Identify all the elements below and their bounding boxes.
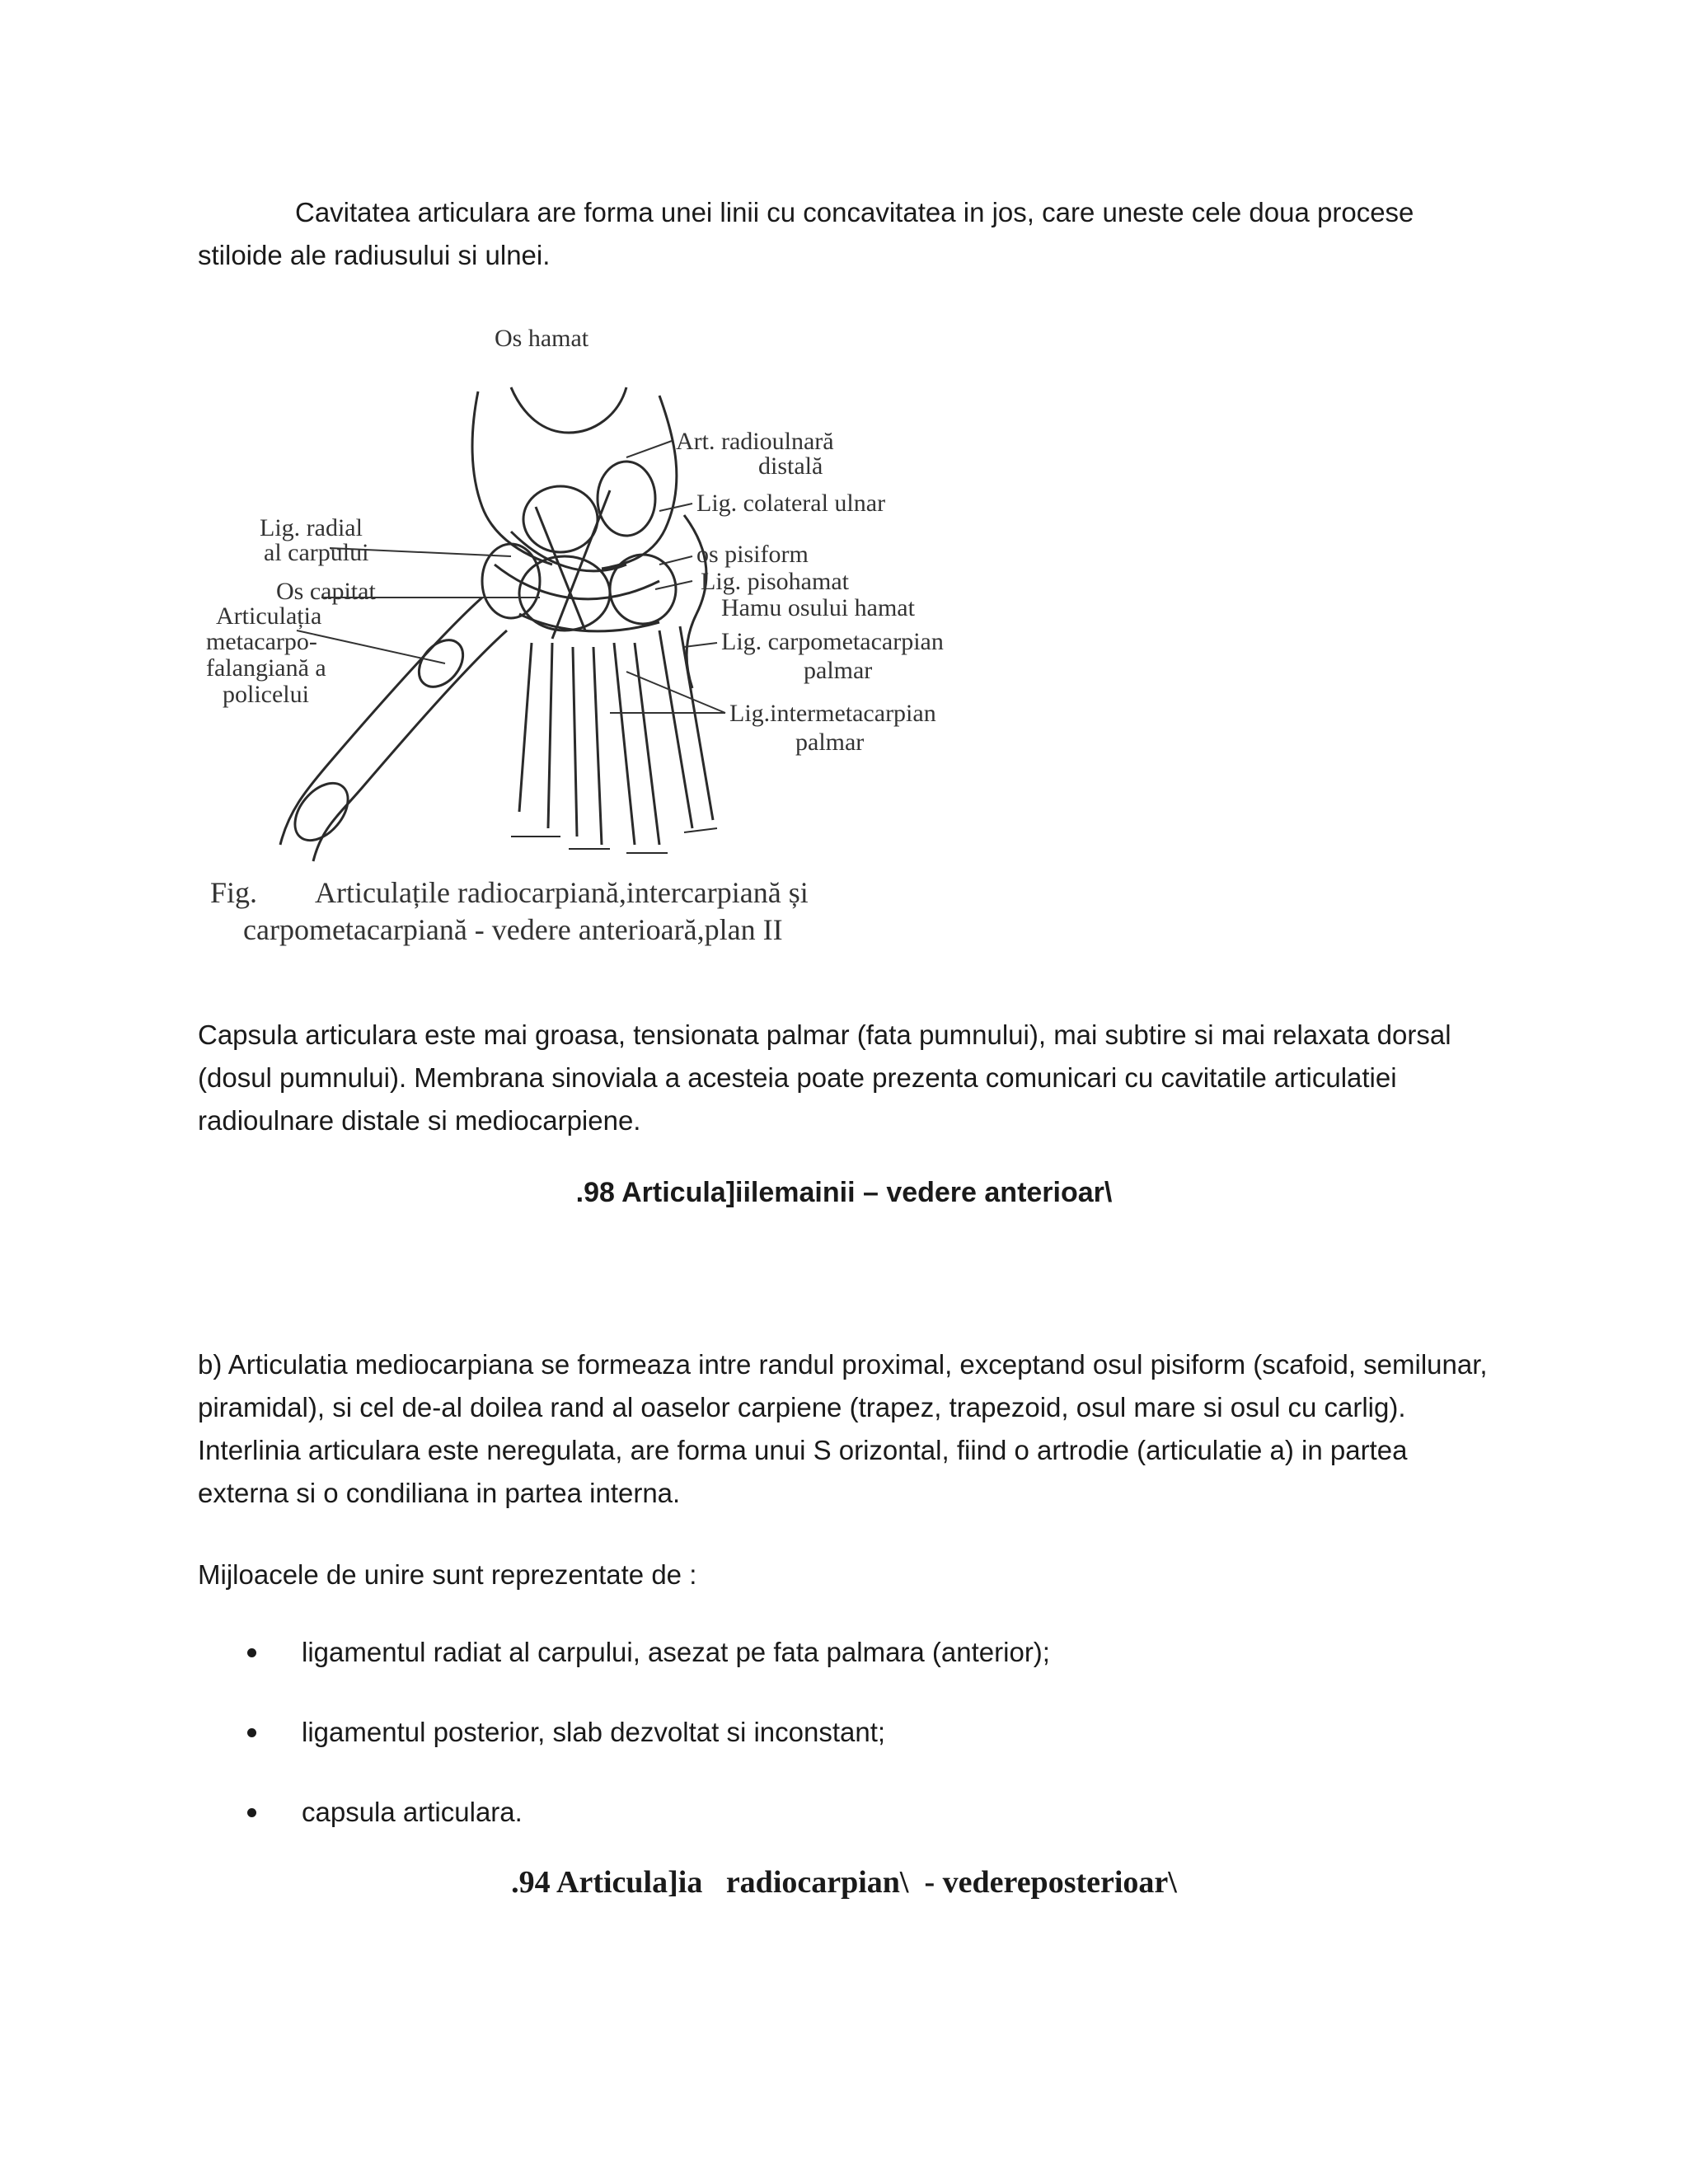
label-articulatia: Articulația <box>216 602 322 630</box>
label-lig-pisohamat: Lig. pisohamat <box>701 568 849 595</box>
list-item <box>239 1633 1050 1713</box>
label-lig-radial: Lig. radial <box>260 514 363 541</box>
label-os-pisiform: os pisiform <box>696 541 809 568</box>
label-lig-colateral-ulnar: Lig. colateral ulnar <box>696 490 886 517</box>
list-item <box>239 1793 1050 1873</box>
capsula-paragraph: Capsula articulara este mai groasa, tensionata palmar (fata pumnului), mai subtire si mai relaxata dorsal (dosul pumnului). Membrana sinoviala a acesteia poate prezenta comunicari cu cavitatile articulatiei radioulnare distale si mediocarpiene. <box>198 1019 1451 1136</box>
mediocarpiana-paragraph: b) Articulatia mediocarpiana se formeaza intre randul proximal, exceptand osul pisiform (scafoid, semilunar, piramidal), si cel de-al doilea rand al oaselor carpiene (trapez, trapezoid, osul mare si osul cu carlig). Interlinia articulara este neregulata, are forma unui S orizontal, fiind o artrodie (articulatie a) in partea externa si o condiliana in partea interna. <box>198 1349 1488 1508</box>
list-item-text: capsula articulara. <box>302 1797 523 1827</box>
mijloace-paragraph: Mijloacele de unire sunt reprezentate de : <box>198 1559 697 1590</box>
hand-bones-drawing <box>280 387 717 861</box>
label-metacarpo: metacarpo- <box>206 628 317 655</box>
label-palmar-1: palmar <box>804 657 873 684</box>
caption-98: .98 Articula]iilemainii – vedere anterioar\ <box>575 1177 1113 1208</box>
label-art-radioulnara-line2: distală <box>758 452 823 480</box>
label-palmar-2: palmar <box>795 729 865 756</box>
wrist-anatomy-figure <box>198 317 1006 960</box>
label-os-hamat: Os hamat <box>495 325 589 352</box>
list-item <box>239 1713 1050 1793</box>
label-lig-radial-line2: al carpului <box>264 539 369 566</box>
list-item-text: ligamentul radiat al carpului, asezat pe fata palmara (anterior); <box>302 1637 1050 1667</box>
label-lig-carpometacarpian: Lig. carpometacarpian <box>721 628 944 655</box>
label-hamul: Hamu osului hamat <box>721 594 915 621</box>
bullet-icon <box>247 1648 256 1657</box>
label-art-radioulnara: Art. radioulnară <box>676 428 834 455</box>
intro-paragraph: Cavitatea articulara are forma unei linii cu concavitatea in jos, care uneste cele doua procese stiloide ale radiusului si ulnei. <box>198 197 1414 270</box>
label-lig-intermetacarpian: Lig.intermetacarpian <box>729 700 936 727</box>
list-item-text: ligamentul posterior, slab dezvoltat si inconstant; <box>302 1717 886 1747</box>
caption-94: .94 Articula]ia radiocarpian\ - vedereposterioar\ <box>511 1865 1177 1900</box>
bullet-icon <box>247 1808 256 1817</box>
wrist-anatomy-illustration <box>198 317 1006 960</box>
label-os-capitat: Os capitat <box>276 578 376 605</box>
bullet-list <box>239 1633 1050 1873</box>
figure-caption-line2: carpometacarpiană - vedere anterioară,plan II <box>243 913 783 946</box>
figure-caption-line1: Fig. Articulațile radiocarpiană,intercarpiană și <box>210 876 809 909</box>
bullet-icon <box>247 1728 256 1737</box>
label-policelui: policelui <box>223 681 309 708</box>
label-falangiana: falangiană a <box>206 654 326 682</box>
